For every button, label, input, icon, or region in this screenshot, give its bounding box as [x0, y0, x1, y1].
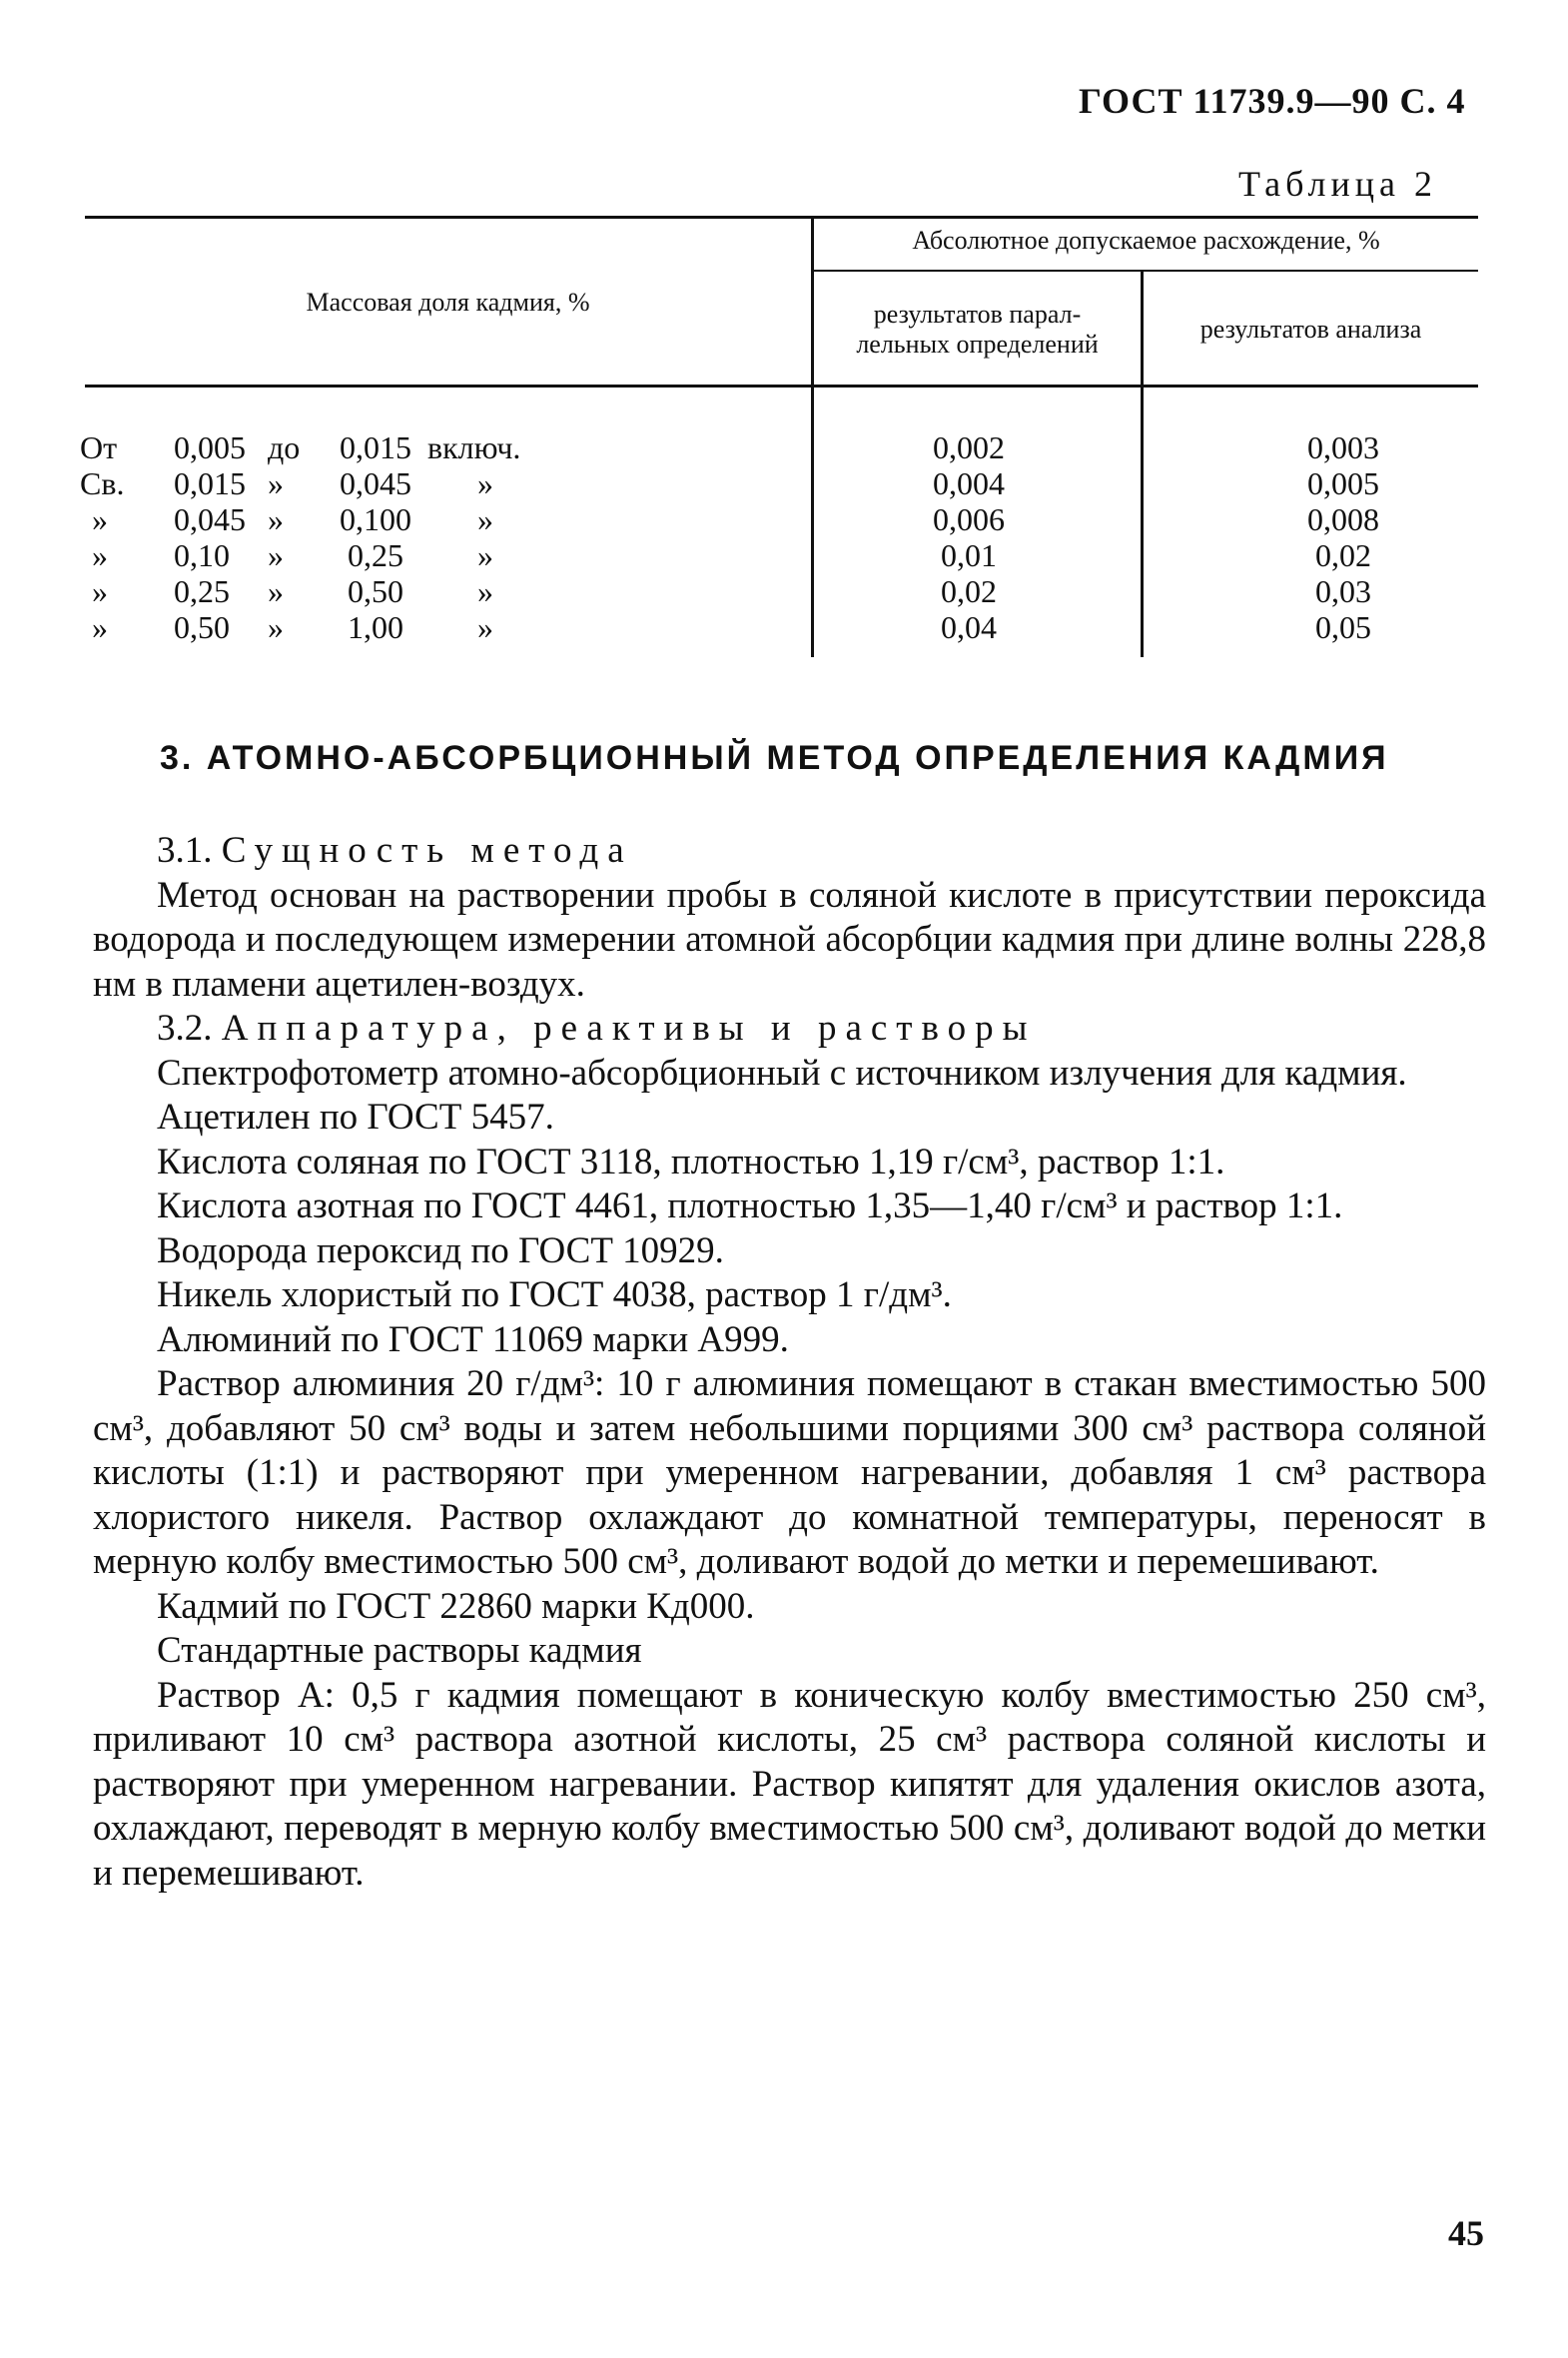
table-row [0, 501, 1568, 537]
row-prefix: » [92, 537, 108, 573]
row-parallel: 0,02 [941, 573, 997, 609]
paragraph: Алюминий по ГОСТ 11069 марки А999. [157, 1318, 789, 1360]
row-parallel: 0,004 [933, 465, 1005, 501]
col-header-parallel-line2: лельных определений [856, 330, 1099, 359]
paragraph: Раствор алюминия 20 г/дм³: 10 г алюминия помещают в стакан вместимостью 500 см³, добавляют 50 см³ воды и затем небольшими порциями 300 см³ раствора соляной кислоты (1:1) и растворяют при умеренном нагревании, добавляя 1 см³ раствора хлористого никеля. Раствор охлаждают до комнатной температуры, переносят в мерную колбу вместимостью 500 см³, доливают водой до метки и перемешивают. [93, 1363, 1486, 1582]
row-connector: » [268, 609, 284, 645]
row-connector: » [268, 537, 284, 573]
paragraph: Кадмий по ГОСТ 22860 марки Кд000. [157, 1585, 755, 1627]
col-header-parallel-line1: результатов парал- [873, 300, 1082, 329]
row-unit: » [477, 537, 493, 573]
col-header-mass-fraction: Массовая доля кадмия, % [306, 288, 590, 317]
row-analysis: 0,005 [1307, 465, 1379, 501]
col-header-analysis: результатов анализа [1199, 315, 1422, 344]
subsection-title: Сущность метода [221, 830, 633, 871]
table-row [0, 429, 1568, 465]
subsection-title: Аппаратура, реактивы и растворы [221, 1008, 1037, 1049]
row-from: 0,045 [174, 501, 246, 537]
subsection-heading-3-2 [93, 1007, 1486, 1052]
table-top-rule [85, 216, 1478, 219]
row-analysis: 0,008 [1307, 501, 1379, 537]
section-title: 3. АТОМНО-АБСОРБЦИОННЫЙ МЕТОД ОПРЕДЕЛЕНИЯ КАДМИЯ [160, 739, 1389, 777]
col-header-group: Абсолютное допускаемое расхождение, % [912, 226, 1380, 255]
row-to: 1,00 [348, 609, 403, 645]
row-parallel: 0,04 [941, 609, 997, 645]
row-unit: » [477, 573, 493, 609]
paragraph: Ацетилен по ГОСТ 5457. [157, 1097, 554, 1138]
row-parallel: 0,002 [933, 429, 1005, 465]
row-prefix: » [92, 609, 108, 645]
col-header-parallel [814, 300, 1141, 360]
subsection-number: 3.1. [157, 830, 213, 871]
row-prefix: » [92, 501, 108, 537]
row-connector: » [268, 573, 284, 609]
paragraph: Кислота азотная по ГОСТ 4461, плотностью 1,35—1,40 г/см³ и раствор 1:1. [157, 1185, 1343, 1226]
paragraph: Спектрофотометр атомно-абсорбционный с источником излучения для кадмия. [157, 1052, 1407, 1094]
row-from: 0,50 [174, 609, 230, 645]
table-group-rule [814, 270, 1478, 272]
row-to: 0,015 [340, 429, 411, 465]
table-row [0, 537, 1568, 573]
subsection-heading-3-1 [93, 829, 1486, 874]
table-row [0, 609, 1568, 645]
row-unit: включ. [427, 429, 521, 465]
paragraph: Водорода пероксид по ГОСТ 10929. [157, 1229, 724, 1271]
table-body [0, 429, 1568, 645]
row-to: 0,045 [340, 465, 411, 501]
row-unit: » [477, 609, 493, 645]
row-to: 0,25 [348, 537, 403, 573]
paragraph: Кислота соляная по ГОСТ 3118, плотностью 1,19 г/см³, раствор 1:1. [157, 1141, 1225, 1182]
table-label: Таблица 2 [1238, 164, 1437, 204]
paragraph: Стандартные растворы кадмия [157, 1630, 642, 1671]
row-analysis: 0,03 [1315, 573, 1371, 609]
row-analysis: 0,02 [1315, 537, 1371, 573]
row-unit: » [477, 501, 493, 537]
row-prefix: Св. [80, 465, 125, 501]
row-to: 0,100 [340, 501, 411, 537]
paragraph: Метод основан на растворении пробы в соляной кислоте в присутствии пероксида водорода и последующем измерении атомной абсорбции кадмия при длине волны 228,8 нм в пламени ацетилен-воздух. [93, 874, 1486, 1005]
row-from: 0,015 [174, 465, 246, 501]
row-connector: » [268, 465, 284, 501]
row-from: 0,005 [174, 429, 246, 465]
row-parallel: 0,01 [941, 537, 997, 573]
table-header-rule [85, 385, 1478, 388]
table-row [0, 465, 1568, 501]
row-prefix: » [92, 573, 108, 609]
row-from: 0,10 [174, 537, 230, 573]
row-connector: до [268, 429, 301, 465]
running-head: ГОСТ 11739.9—90 С. 4 [1079, 81, 1466, 121]
subsection-number: 3.2. [157, 1008, 213, 1049]
section-body [93, 829, 1486, 1896]
paragraph: Никель хлористый по ГОСТ 4038, раствор 1 г/дм³. [157, 1274, 952, 1315]
page-number: 45 [1448, 2213, 1484, 2253]
paragraph: Раствор А: 0,5 г кадмия помещают в коническую колбу вместимостью 250 см³, приливают 10 см³ раствора азотной кислоты, 25 см³ раствора соляной кислоты и растворяют при умеренном нагревании. Раствор кипятят для удаления окислов азота, охлаждают, переводят в мерную колбу вместимостью 500 см³, доливают водой до метки и перемешивают. [93, 1674, 1486, 1894]
row-prefix: От [80, 429, 118, 465]
row-analysis: 0,05 [1315, 609, 1371, 645]
row-from: 0,25 [174, 573, 230, 609]
row-analysis: 0,003 [1307, 429, 1379, 465]
row-to: 0,50 [348, 573, 403, 609]
row-unit: » [477, 465, 493, 501]
row-parallel: 0,006 [933, 501, 1005, 537]
table-row [0, 573, 1568, 609]
row-connector: » [268, 501, 284, 537]
